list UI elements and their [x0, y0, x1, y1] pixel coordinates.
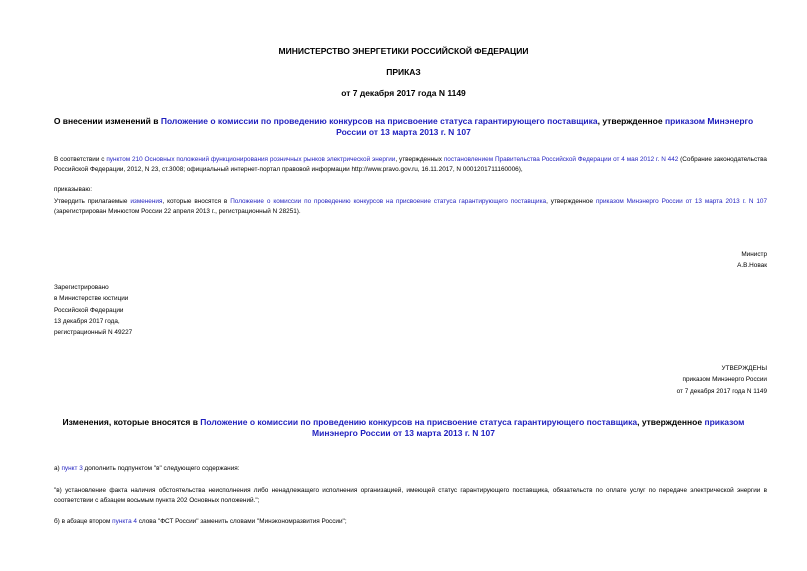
registration-line-2: в Министерстве юстиции — [54, 295, 129, 303]
change-b-post: слова "ФСТ России" заменить словами "Минэкономразвития России"; — [136, 518, 347, 525]
p3-text-c: , утвержденное — [546, 198, 596, 205]
changes-title-middle: , утвержденное — [637, 417, 705, 427]
paragraph-order-word: приказываю: — [54, 186, 92, 193]
changes-title-prefix: Изменения, которые вносятся в — [62, 417, 201, 427]
changes-title-link-regulation[interactable]: Положение о комиссии по проведению конкурсов на присвоение статуса гарантирующего поставщика — [200, 417, 638, 427]
approval-block — [677, 363, 767, 397]
order-title-middle: , утвержденное — [597, 116, 665, 126]
order-title-link-regulation[interactable]: Положение о комиссии по проведению конкурсов на присвоение статуса гарантирующего поставщика — [160, 116, 598, 126]
registration-block — [54, 282, 132, 338]
p3-text-a: Утвердить прилагаемые — [54, 198, 131, 205]
paragraph-basis — [54, 155, 767, 174]
registration-line-1: Зарегистрировано — [54, 284, 109, 291]
p1-link-resolution-442[interactable]: постановлением Правительства Российской Федерации от 4 мая 2012 г. N 442 — [443, 156, 679, 163]
p1-text-b: , утвержденных — [395, 156, 444, 163]
approval-line-3: от 7 декабря 2017 года N 1149 — [676, 387, 767, 395]
p1-link-point-210[interactable]: пунктом 210 Основных положений функционирования розничных рынков электрической энергии — [106, 156, 396, 163]
approval-line-1: УТВЕРЖДЕНЫ — [721, 365, 767, 372]
change-item-b — [54, 517, 347, 527]
order-title-prefix: О внесении изменений в — [53, 116, 161, 126]
p3-text-d: (зарегистрирован Минюстом России 22 апреля 2013 г., регистрационный N 28251). — [54, 207, 301, 215]
signature-block — [737, 249, 767, 271]
registration-line-3: Российской Федерации — [54, 306, 124, 314]
changes-title — [40, 417, 767, 439]
approval-line-2: приказом Минэнерго России — [682, 376, 767, 384]
doc-type-heading: ПРИКАЗ — [386, 67, 421, 77]
changes-title-link-order[interactable]: приказом Минэнерго России от 13 марта 2013 г. N 107 — [312, 417, 745, 438]
p3-link-order-107[interactable]: приказом Минэнерго России от 13 марта 2013 г. N 107 — [595, 198, 768, 205]
paragraph-approve — [54, 197, 767, 216]
p3-text-b: , которые вносятся в — [162, 198, 231, 205]
change-a-post: дополнить подпунктом "в" следующего содержания: — [82, 465, 240, 472]
signature-role: Министр — [741, 251, 767, 258]
ministry-heading: МИНИСТЕРСТВО ЭНЕРГЕТИКИ РОССИЙСКОЙ ФЕДЕРАЦИИ — [278, 46, 529, 56]
order-title-link-order[interactable]: приказом Минэнерго России от 13 марта 2013 г. N 107 — [336, 116, 754, 137]
p1-text-a: В соответствии с — [54, 156, 107, 163]
change-item-v-text: "в) установление факта наличия обстоятельства неисполнения либо ненадлежащего исполнения организацией, имеющей статус гарантирующего поставщика, обязательств по оплате услуг по передаче электрической энергии в соответствии с абзацем восьмым пункта 202 Основных положений."; — [54, 487, 767, 504]
signature-name: А.В.Новак — [737, 262, 767, 269]
order-title — [40, 116, 767, 138]
p3-link-changes[interactable]: изменения — [130, 198, 163, 205]
change-b-link-point-4[interactable]: пункта 4 — [112, 518, 137, 525]
registration-line-4: 13 декабря 2017 года, — [54, 317, 120, 325]
p3-link-regulation[interactable]: Положение о комиссии по проведению конкурсов на присвоение статуса гарантирующего поставщика — [230, 198, 547, 205]
change-item-a — [54, 464, 240, 474]
change-a-link-point-3[interactable]: пункт 3 — [61, 465, 83, 472]
change-a-pre: а) — [54, 465, 62, 472]
p1-text-c: (Собрание законодательства Российской Федерации, 2012, N 23, ст.3008; официальный интернет-портал правовой информации http://www.pravo.gov.ru, 16.11.2017, N 0001201711160006), — [54, 156, 767, 173]
change-b-pre: б) в абзаце втором — [54, 518, 113, 525]
doc-date-heading: от 7 декабря 2017 года N 1149 — [341, 88, 466, 98]
registration-line-5: регистрационный N 49227 — [54, 329, 133, 337]
